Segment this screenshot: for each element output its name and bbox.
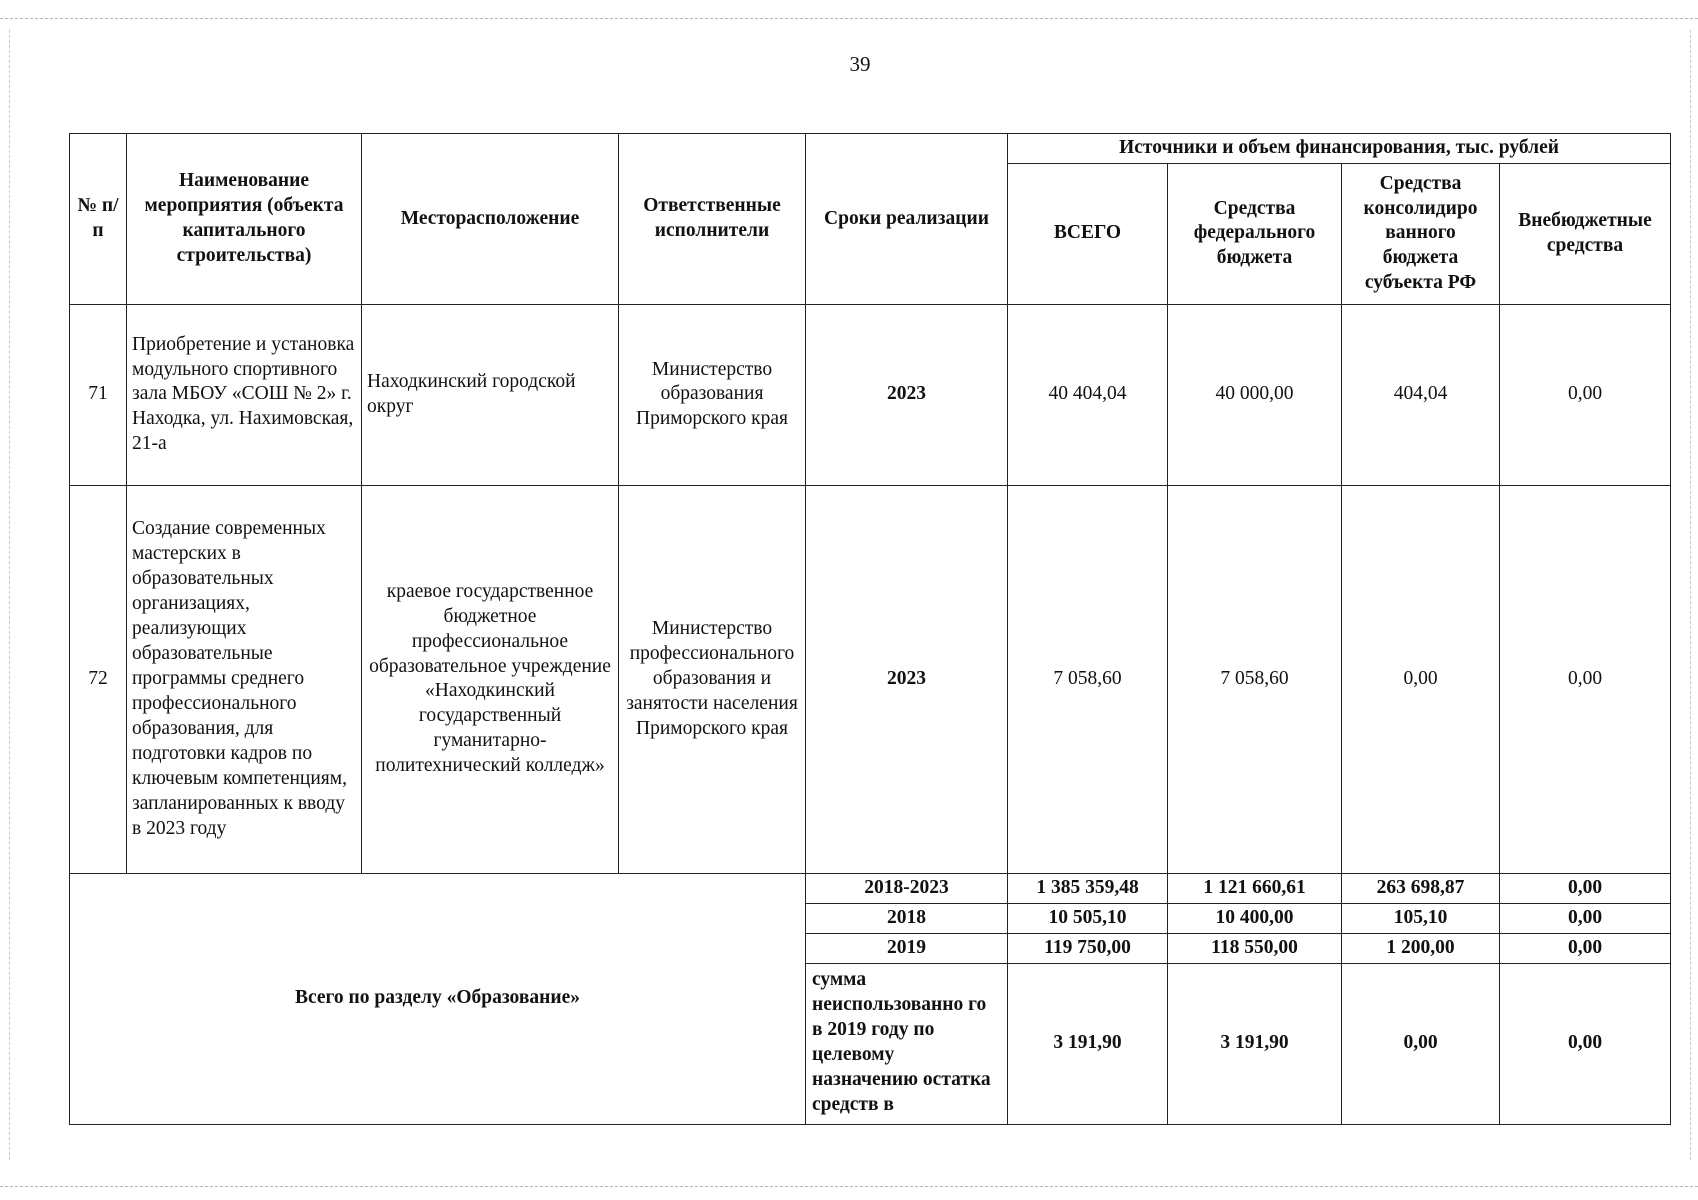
row-name: Приобретение и установка модульного спортивного зала МБОУ «СОШ № 2» г. Находка, ул. Нахимовская, 21-а: [127, 304, 362, 485]
summary-total: 119 750,00: [1008, 933, 1168, 963]
summary-consolidated: 1 200,00: [1342, 933, 1500, 963]
summary-consolidated: 105,10: [1342, 903, 1500, 933]
row-extra: 0,00: [1500, 304, 1671, 485]
row-num: 71: [70, 304, 127, 485]
row-name: Создание современных мастерских в образовательных организациях, реализующих образовательные программы среднего профессионального образования, для подготовки кадров по ключевым компетенциям, запланированных к вводу в 2023 году: [127, 485, 362, 873]
header-executors: Ответственные исполнители: [619, 134, 806, 305]
row-executors: Министерство образования Приморского края: [619, 304, 806, 485]
table-row: [70, 485, 1671, 873]
summary-extra: 0,00: [1500, 933, 1671, 963]
row-period: 2023: [806, 485, 1008, 873]
summary-consolidated: 263 698,87: [1342, 873, 1500, 903]
row-extra: 0,00: [1500, 485, 1671, 873]
summary-total: 3 191,90: [1008, 963, 1168, 1124]
header-consolidated: Средства консолидиро ванного бюджета субъекта РФ: [1342, 163, 1500, 304]
summary-extra: 0,00: [1500, 873, 1671, 903]
summary-total: 1 385 359,48: [1008, 873, 1168, 903]
header-num: № п/п: [70, 134, 127, 305]
summary-federal: 118 550,00: [1168, 933, 1342, 963]
section-summary: [70, 873, 1671, 1124]
summary-federal: 10 400,00: [1168, 903, 1342, 933]
row-num: 72: [70, 485, 127, 873]
summary-federal: 3 191,90: [1168, 963, 1342, 1124]
summary-period: 2018-2023: [806, 873, 1008, 903]
scan-artifact-bottom: [0, 1186, 1698, 1187]
summary-period: 2018: [806, 903, 1008, 933]
summary-period: 2019: [806, 933, 1008, 963]
row-total: 40 404,04: [1008, 304, 1168, 485]
row-period: 2023: [806, 304, 1008, 485]
header-extra: Внебюджетные средства: [1500, 163, 1671, 304]
table-header: [70, 134, 1671, 305]
header-federal: Средства федерального бюджета: [1168, 163, 1342, 304]
row-consolidated: 0,00: [1342, 485, 1500, 873]
header-location: Месторасположение: [362, 134, 619, 305]
scan-artifact-left: [9, 30, 10, 1160]
table-body: [70, 304, 1671, 873]
table-row: [70, 304, 1671, 485]
header-period: Сроки реализации: [806, 134, 1008, 305]
summary-row: [70, 873, 1671, 903]
summary-extra: 0,00: [1500, 903, 1671, 933]
header-name: Наименование мероприятия (объекта капитального строительства): [127, 134, 362, 305]
summary-period-text: [806, 963, 1008, 1124]
scan-artifact-top: [0, 18, 1698, 19]
page-number: 39: [849, 52, 871, 76]
summary-consolidated: 0,00: [1342, 963, 1500, 1124]
summary-total: 10 505,10: [1008, 903, 1168, 933]
summary-period-clip: сумма неиспользованно го в 2019 году по целевому назначению остатка средств в: [812, 968, 991, 1115]
summary-label: Всего по разделу «Образование»: [70, 873, 806, 1124]
row-federal: 40 000,00: [1168, 304, 1342, 485]
funding-table: [69, 133, 1671, 1125]
header-funding-group: Источники и объем финансирования, тыс. рублей: [1008, 134, 1671, 164]
header-total: ВСЕГО: [1008, 163, 1168, 304]
row-executors: Министерство профессионального образования и занятости населения Приморского края: [619, 485, 806, 873]
row-location: краевое государственное бюджетное профессиональное образовательное учреждение «Находкинский государственный гуманитарно-политехнический колледж»: [362, 485, 619, 873]
summary-extra: 0,00: [1500, 963, 1671, 1124]
scan-artifact-right: [1690, 30, 1691, 1160]
row-federal: 7 058,60: [1168, 485, 1342, 873]
row-consolidated: 404,04: [1342, 304, 1500, 485]
summary-federal: 1 121 660,61: [1168, 873, 1342, 903]
row-total: 7 058,60: [1008, 485, 1168, 873]
row-location: Находкинский городской округ: [362, 304, 619, 485]
